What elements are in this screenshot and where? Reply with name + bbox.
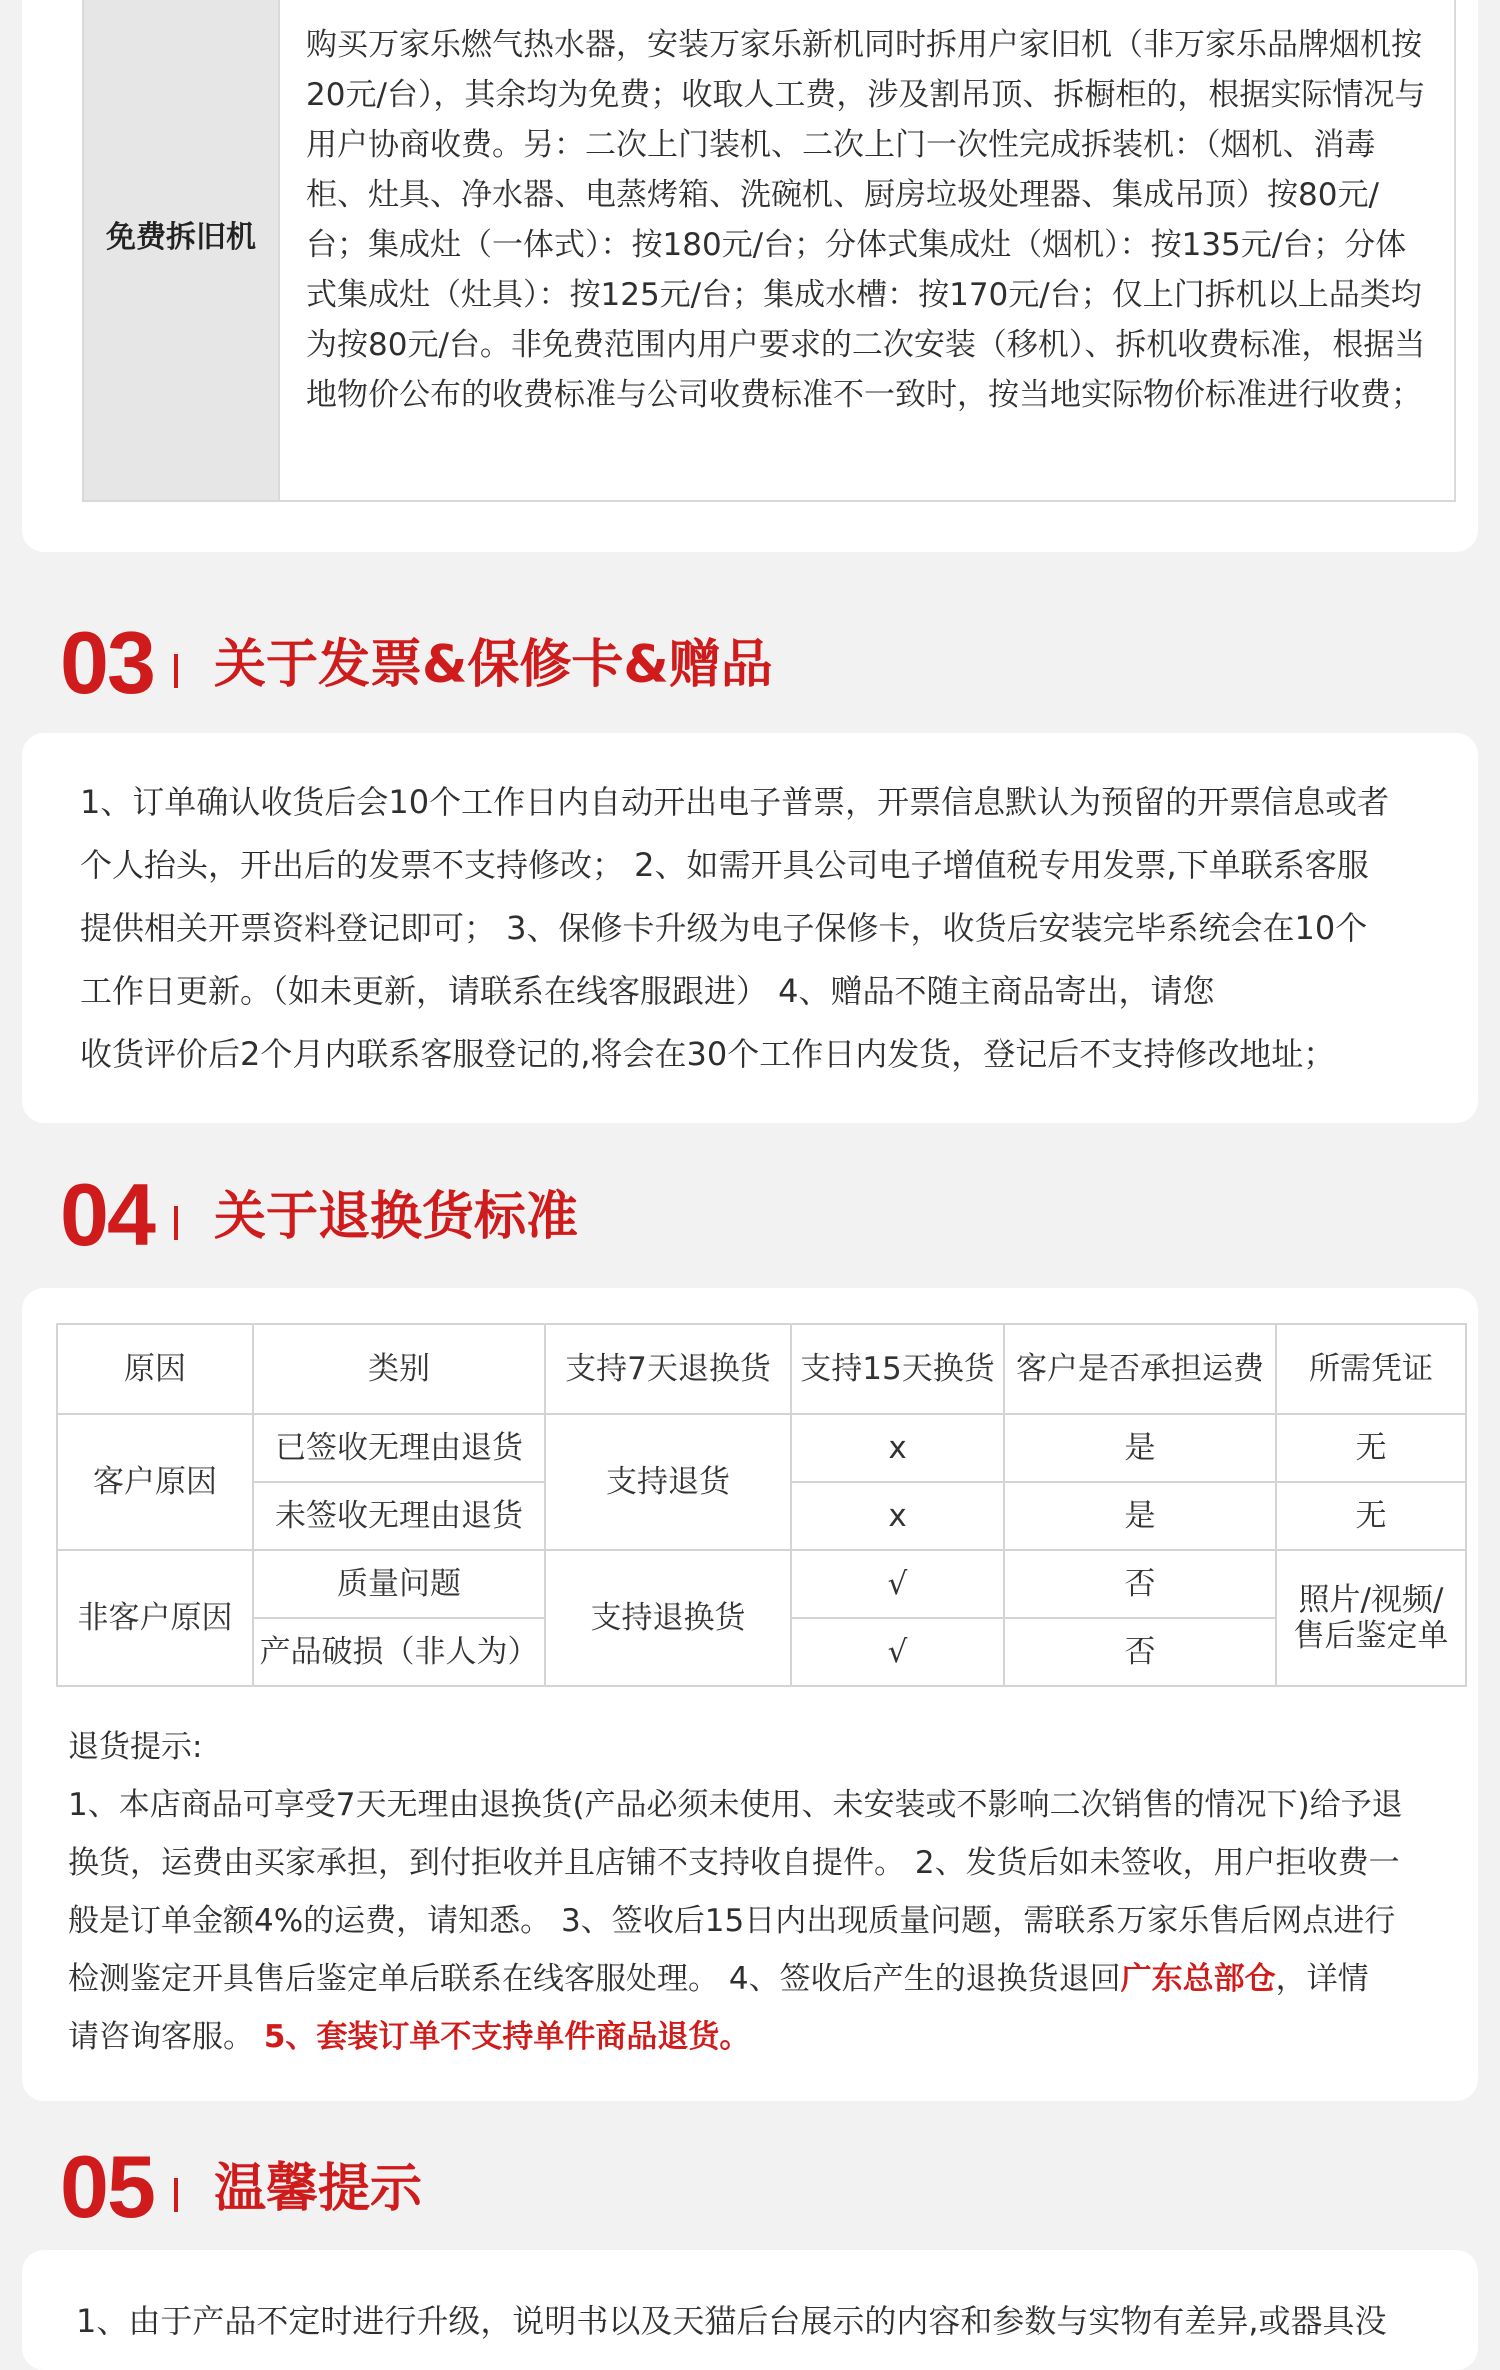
tips-line: 换货，运费由买家承担，到付拒收并且店铺不支持收自提件。 2、发货后如未签收，用户拒收费一 xyxy=(68,1845,1400,1881)
section-number: 05 xyxy=(60,2137,154,2236)
invoice-text xyxy=(80,771,1389,1086)
support15-cell: x xyxy=(791,1482,1004,1550)
section-number: 04 xyxy=(60,1165,154,1264)
header-cell: 客户是否承担运费 xyxy=(1004,1324,1276,1414)
header-cell: 所需凭证 xyxy=(1276,1324,1466,1414)
proof-line: 售后鉴定单 xyxy=(1293,1618,1449,1654)
support15-cell: x xyxy=(791,1414,1004,1482)
reason-cell: 客户原因 xyxy=(57,1414,253,1550)
warm-tips-line: 1、由于产品不定时进行升级，说明书以及天猫后台展示的内容和参数与实物有差异,或器具没 xyxy=(76,2302,1387,2340)
support7-cell: 支持退换货 xyxy=(545,1550,791,1686)
freight-cell: 否 xyxy=(1004,1550,1276,1618)
tips-line: 1、本店商品可享受7天无理由退换货(产品必须未使用、未安装或不影响二次销售的情况下)给予退 xyxy=(68,1787,1403,1823)
table-header-row xyxy=(57,1324,1466,1414)
table-row xyxy=(57,1550,1466,1618)
support15-cell: √ xyxy=(791,1618,1004,1686)
category-cell: 未签收无理由退货 xyxy=(253,1482,545,1550)
support7-cell: 支持退货 xyxy=(545,1414,791,1550)
proof-cell: 无 xyxy=(1276,1414,1466,1482)
section-title: 关于退换货标准 xyxy=(214,1187,579,1247)
invoice-line: 工作日更新。（如未更新，请联系在线客服跟进） 4、赠品不随主商品寄出，请您 xyxy=(80,972,1215,1010)
proof-cell xyxy=(1276,1550,1466,1686)
category-cell: 产品破损（非人为） xyxy=(253,1618,545,1686)
header-cell: 支持15天换货 xyxy=(791,1324,1004,1414)
tips-text: 请咨询客服。 xyxy=(68,2019,264,2055)
old-machine-card xyxy=(22,0,1478,552)
section-title: 温馨提示 xyxy=(214,2159,423,2219)
support15-cell: √ xyxy=(791,1550,1004,1618)
old-machine-table xyxy=(82,0,1456,502)
returns-card xyxy=(22,1288,1478,2101)
tips-text: 检测鉴定开具售后鉴定单后联系在线客服处理。 4、签收后产生的退换货退回 xyxy=(68,1961,1121,1997)
heading-divider xyxy=(174,1206,178,1240)
invoice-line: 1、订单确认收货后会10个工作日内自动开出电子普票，开票信息默认为预留的开票信息或者 xyxy=(80,783,1390,821)
category-cell: 质量问题 xyxy=(253,1550,545,1618)
section-title: 关于发票&保修卡&赠品 xyxy=(214,635,773,695)
bundle-warning: 5、套装订单不支持单件商品退货。 xyxy=(263,2019,751,2055)
tips-heading: 退货提示: xyxy=(68,1729,203,1765)
invoice-line: 收货评价后2个月内联系客服登记的,将会在30个工作日内发货，登记后不支持修改地址； xyxy=(80,1035,1336,1073)
proof-cell: 无 xyxy=(1276,1482,1466,1550)
tips-line: 般是订单金额4%的运费，请知悉。 3、签收后15日内出现质量问题，需联系万家乐售后网点进行 xyxy=(68,1903,1396,1939)
old-machine-text: 购买万家乐燃气热水器，安装万家乐新机同时拆用户家旧机（非万家乐品牌烟机按20元/台），其余均为免费；收取人工费，涉及割吊顶、拆橱柜的，根据实际情况与用户协商收费。另：二次上门装机、二次上门一次性完成拆装机：（烟机、消毒柜、灶具、净水器、电蒸烤箱、洗碗机、厨房垃圾处理器、集成吊顶）按80元/台；集成灶（一体式）：按180元/台；分体式集成灶（烟机）：按135元/台；分体式集成灶（灶具）：按125元/台；集成水槽：按170元/台；仅上门拆机以上品类均为按80元/台。非免费范围内用户要求的二次安装（移机）、拆机收费标准，根据当地物价公布的收费标准与公司收费标准不一致时，按当地实际物价标准进行收费； xyxy=(306,27,1426,413)
freight-cell: 是 xyxy=(1004,1482,1276,1550)
return-tips xyxy=(68,1718,1448,2066)
header-cell: 原因 xyxy=(57,1324,253,1414)
invoice-line: 个人抬头，开出后的发票不支持修改； 2、如需开具公司电子增值税专用发票,下单联系客服 xyxy=(80,846,1369,884)
category-cell: 已签收无理由退货 xyxy=(253,1414,545,1482)
warm-tips-card xyxy=(22,2250,1478,2370)
heading-divider xyxy=(174,654,178,688)
freight-cell: 否 xyxy=(1004,1618,1276,1686)
tips-line xyxy=(68,1950,1448,2008)
returns-table xyxy=(56,1323,1467,1687)
heading-divider xyxy=(174,2178,178,2212)
invoice-line: 提供相关开票资料登记即可； 3、保修卡升级为电子保修卡，收货后安装完毕系统会在10个 xyxy=(80,909,1368,947)
section-number: 03 xyxy=(60,613,154,712)
tips-line xyxy=(68,2008,1448,2066)
invoice-card xyxy=(22,733,1478,1123)
proof-line: 照片/视频/ xyxy=(1298,1582,1444,1618)
table-row xyxy=(57,1414,1466,1482)
old-machine-label: 免费拆旧机 xyxy=(106,220,256,255)
freight-cell: 是 xyxy=(1004,1414,1276,1482)
tips-text: ，详情 xyxy=(1275,1961,1369,1997)
reason-cell: 非客户原因 xyxy=(57,1550,253,1686)
header-cell: 类别 xyxy=(253,1324,545,1414)
old-machine-label-cell xyxy=(84,0,280,500)
header-cell: 支持7天退换货 xyxy=(545,1324,791,1414)
warehouse-highlight: 广东总部仓 xyxy=(1120,1961,1276,1997)
